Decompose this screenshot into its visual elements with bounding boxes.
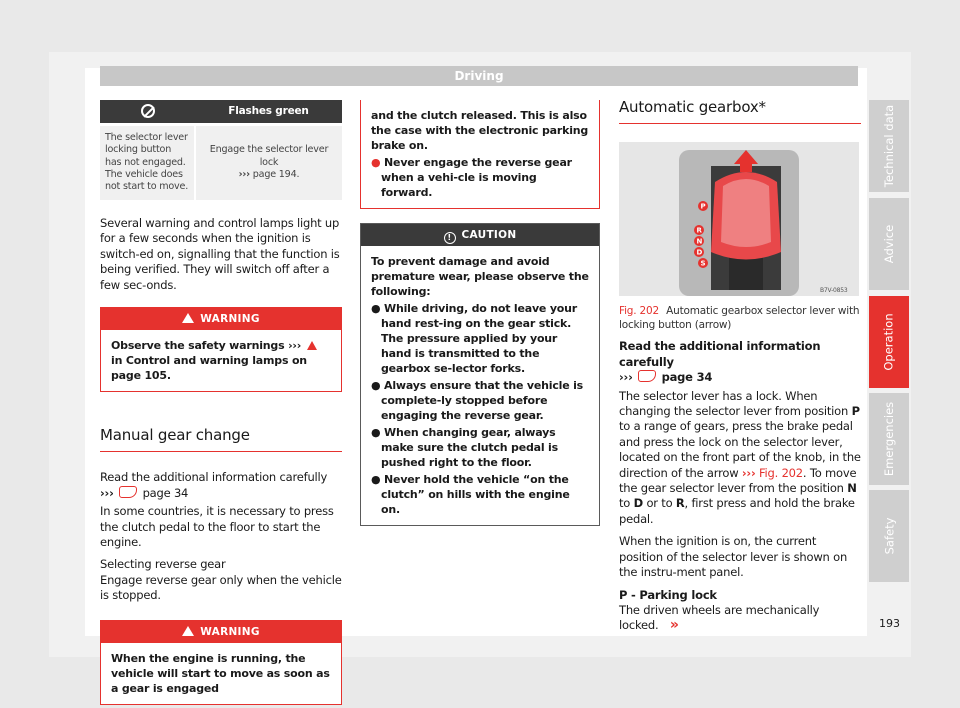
parking-lock-block xyxy=(619,588,861,634)
figure-caption xyxy=(619,304,861,332)
parking-text: The driven wheels are mechanically locked. xyxy=(619,602,820,633)
parking-heading: P - Parking lock xyxy=(619,587,717,602)
ignition-paragraph: When the ignition is on, the current position of the selector lever is shown on the instru-ment panel. xyxy=(619,534,848,580)
list-item: ● While driving, do not leave your hand rest-ing on the gear stick. The pressure applied by your hand is transmitted to the gearbox se-lector forks. xyxy=(371,302,578,375)
warning-label: WARNING xyxy=(200,313,260,326)
column-1 xyxy=(100,100,342,705)
warning-box-body xyxy=(101,330,341,391)
reverse-text: Engage reverse gear only when the vehicle is stopped. xyxy=(100,572,342,603)
page-ref-link[interactable]: page 34 xyxy=(661,370,713,385)
warning-label: WARNING xyxy=(200,625,260,638)
warning-box-header xyxy=(101,621,341,643)
list-item: ● Never engage the reverse gear when a vehi-cle is moving forward. xyxy=(371,156,572,199)
warning-triangle-icon xyxy=(182,626,194,636)
warning-triangle-icon xyxy=(182,313,194,323)
tab-technical-data[interactable]: Technical data xyxy=(869,100,909,192)
continued-text: and the clutch released. This is also the case with the electronic parking brake on. xyxy=(371,109,589,152)
bullet-text: Never engage the reverse gear when a vehi-cle is moving forward. xyxy=(381,156,572,199)
running-header: Driving xyxy=(100,66,858,86)
tab-operation[interactable]: Operation xyxy=(869,296,909,388)
continue-arrow-icon: » xyxy=(669,617,679,634)
caution-intro: To prevent damage and avoid premature wear, please observe the following: xyxy=(371,255,589,298)
bullet-text: When changing gear, always make sure the clutch pedal is pushed right to the floor. xyxy=(381,426,558,469)
reverse-gear-block xyxy=(100,557,342,603)
read-more-line xyxy=(100,470,342,501)
cross-ref-arrow: ››› xyxy=(100,485,114,500)
figure-code: B7V-0853 xyxy=(820,287,848,295)
gear-letter: S xyxy=(700,259,706,268)
read-more-line xyxy=(619,339,861,385)
lamp-icon-cell xyxy=(100,100,195,124)
page-number: 193 xyxy=(879,617,900,630)
figure-link[interactable]: Fig. 202 xyxy=(758,465,803,480)
action-text: Engage the selector lever lock xyxy=(209,144,329,168)
read-more-text: Read the additional information carefully xyxy=(619,339,821,369)
warning-box-continued xyxy=(360,100,600,209)
reverse-heading: Selecting reverse gear xyxy=(100,557,226,572)
gear-selector-illustration xyxy=(619,142,859,296)
warning-box-body xyxy=(361,100,599,208)
warning-text-a: Observe the safety warnings xyxy=(111,339,285,353)
tab-advice[interactable]: Advice xyxy=(869,198,909,290)
tab-safety[interactable]: Safety xyxy=(869,490,909,582)
table-cell-action xyxy=(195,124,342,200)
list-item: ● Never hold the vehicle “on the clutch” on hills with the engine on. xyxy=(371,473,570,516)
cross-ref-arrow: ››› xyxy=(741,465,756,480)
gear-letter: D xyxy=(696,248,703,257)
list-item: ● When changing gear, always make sure the clutch pedal is pushed right to the floor. xyxy=(371,426,558,469)
section-title-automatic: Automatic gearbox* xyxy=(619,100,861,124)
caution-box-body xyxy=(361,246,599,525)
bullet-text: Never hold the vehicle “on the clutch” on hills with the engine on. xyxy=(381,473,570,516)
list-item: ● Always ensure that the vehicle is complete-ly stopped before engaging the reverse gear. xyxy=(371,379,584,422)
warning-box-2 xyxy=(100,620,342,705)
warning-triangle-icon xyxy=(307,341,317,350)
book-reference-icon xyxy=(638,370,656,382)
gearbox-figure xyxy=(619,142,859,296)
countries-paragraph: In some countries, it is necessary to press the clutch pedal to the floor to start the engine. xyxy=(100,504,334,550)
action-page-ref[interactable]: page 194. xyxy=(252,168,300,180)
table-row xyxy=(100,124,342,200)
read-more-text: Read the additional information carefully xyxy=(100,470,328,485)
caution-label: CAUTION xyxy=(461,229,517,241)
selector-lock-paragraph: The selector lever has a lock. When changing the selector lever from position P to a range of gears, press the brake pedal and press the lock on the selector lever, located on the front part of the knob, in the direction of the arrow ››› Fig. 202. To move the gear selector lever from the position N to D or to R, first press and hold the brake pedal. xyxy=(619,388,861,526)
column-3 xyxy=(619,100,861,641)
tab-emergencies[interactable]: Emergencies xyxy=(869,393,909,485)
book-reference-icon xyxy=(119,486,137,498)
warning-link-text[interactable]: in Control and warning lamps on page 105. xyxy=(111,354,307,383)
caution-box xyxy=(360,223,600,526)
caution-icon: ! xyxy=(444,232,456,244)
warning-box-1 xyxy=(100,307,342,392)
column-2 xyxy=(360,100,600,526)
bullet-text: Always ensure that the vehicle is complete-ly stopped before engaging the reverse gear. xyxy=(381,379,584,422)
warning-lamp-table xyxy=(100,100,342,200)
cross-ref-arrow: ››› xyxy=(619,370,633,385)
table-cell-condition: The selector lever locking button has not engaged. The vehicle does not start to move. xyxy=(100,124,195,200)
warning-box-body: When the engine is running, the vehicle will start to move as soon as a gear is engaged xyxy=(111,651,330,695)
figure-number: Fig. 202 xyxy=(619,305,659,318)
gear-letter: N xyxy=(696,237,703,246)
caption-text: Automatic gearbox selector lever with locking button (arrow) xyxy=(619,305,860,332)
cross-ref-arrow: ››› xyxy=(288,339,302,353)
gear-letter: P xyxy=(700,202,706,211)
warning-box-header xyxy=(101,308,341,330)
page-ref-link[interactable]: page 34 xyxy=(142,485,189,500)
cross-ref-arrow: ››› xyxy=(238,168,250,180)
table-header-flashes: Flashes green xyxy=(195,100,342,124)
bullet-text: While driving, do not leave your hand rest-ing on the gear stick. The pressure applied by your hand is transmitted to the gearbox se-lector forks. xyxy=(381,302,578,375)
selector-lock-lamp-icon xyxy=(141,104,155,118)
caution-box-header xyxy=(361,224,599,246)
intro-paragraph: Several warning and control lamps light up for a few seconds when the ignition is switch-ed on, signalling that the function is being verified. They will switch off after a few sec-onds. xyxy=(100,216,340,292)
section-title-manual: Manual gear change xyxy=(100,428,342,452)
gear-letter: R xyxy=(696,226,702,235)
